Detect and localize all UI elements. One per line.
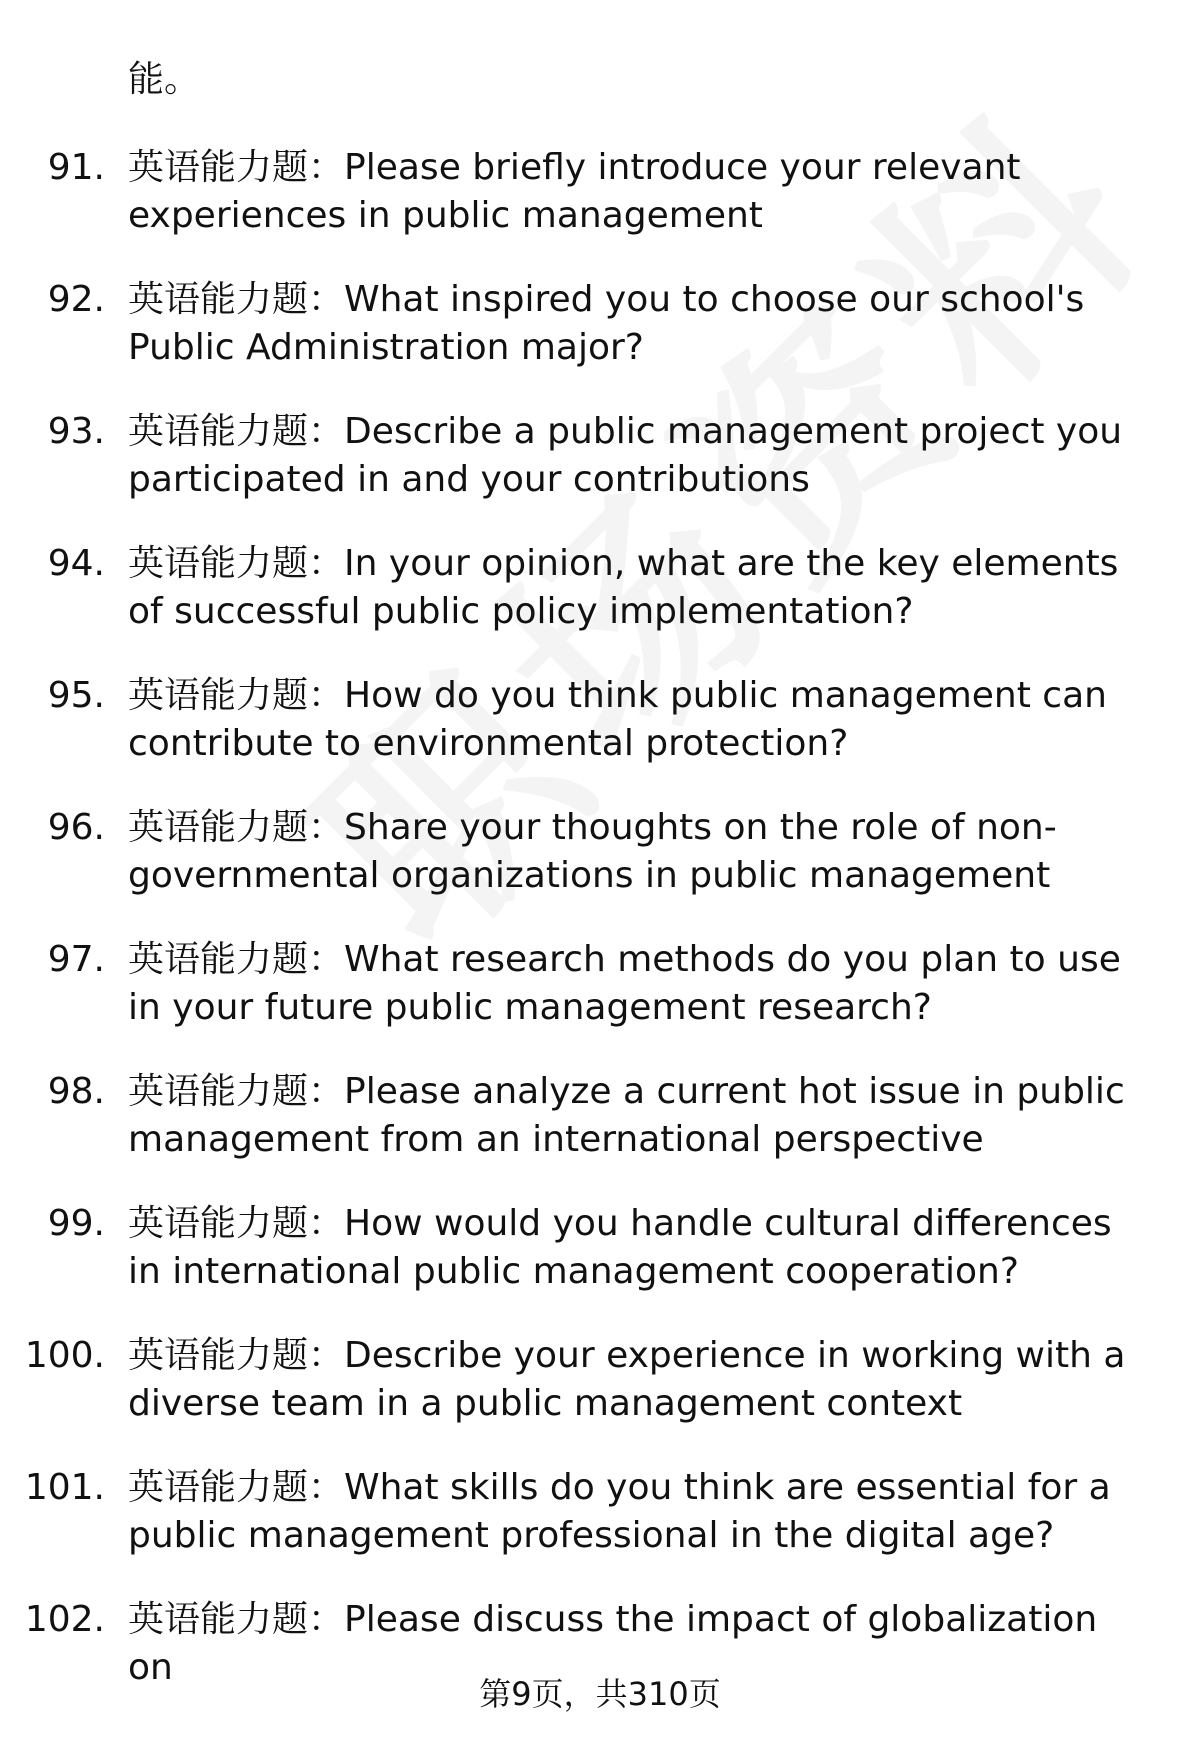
question-number: 93.: [47, 411, 105, 452]
question-text: What skills do you think are essential for a public management professional in the digital age?: [128, 1467, 1111, 1556]
question-prefix: 英语能力题：: [128, 411, 345, 452]
question-body: [128, 540, 1138, 636]
question-prefix: 英语能力题：: [128, 1599, 345, 1640]
question-body: [128, 672, 1138, 768]
question-text: Describe a public management project you participated in and your contributions: [128, 411, 1123, 500]
question-number: 92.: [47, 279, 105, 320]
question-list: [0, 144, 1200, 1728]
question-number: 94.: [47, 543, 105, 584]
question-item: [0, 276, 1200, 408]
question-item: [0, 1068, 1200, 1200]
question-prefix: 英语能力题：: [128, 147, 345, 188]
question-number: 91.: [47, 147, 105, 188]
question-body: [128, 1200, 1138, 1296]
continuation-text: 能。: [128, 59, 201, 100]
question-number: 98.: [47, 1071, 105, 1112]
question-item: [0, 1464, 1200, 1596]
question-body: [128, 804, 1138, 900]
question-text: Please analyze a current hot issue in public management from an international perspective: [128, 1071, 1125, 1160]
question-text: What research methods do you plan to use in your future public management research?: [128, 939, 1121, 1028]
question-item: [0, 540, 1200, 672]
question-number: 102.: [24, 1599, 105, 1640]
question-item: [0, 936, 1200, 1068]
question-prefix: 英语能力题：: [128, 939, 345, 980]
question-number: 100.: [24, 1335, 105, 1376]
question-prefix: 英语能力题：: [128, 1203, 345, 1244]
question-body: [128, 1464, 1138, 1560]
question-item: [0, 672, 1200, 804]
question-item: [0, 804, 1200, 936]
question-body: [128, 144, 1138, 240]
question-text: How would you handle cultural differences in international public management cooperation?: [128, 1203, 1112, 1292]
question-body: [128, 936, 1138, 1032]
question-body: [128, 408, 1138, 504]
question-body: [128, 1068, 1138, 1164]
question-text: Please discuss the impact of globalization on: [128, 1599, 1098, 1688]
page-footer: 第9页，共310页: [479, 1675, 721, 1713]
question-number: 96.: [47, 807, 105, 848]
question-item: [0, 1332, 1200, 1464]
question-prefix: 英语能力题：: [128, 675, 345, 716]
question-number: 95.: [47, 675, 105, 716]
question-item: [0, 1200, 1200, 1332]
question-item: [0, 144, 1200, 276]
question-text: What inspired you to choose our school's Public Administration major?: [128, 279, 1085, 368]
question-text: In your opinion, what are the key elements of successful public policy implementation?: [128, 543, 1119, 632]
question-prefix: 英语能力题：: [128, 1335, 345, 1376]
question-prefix: 英语能力题：: [128, 1467, 345, 1508]
question-body: [128, 1332, 1138, 1428]
question-number: 97.: [47, 939, 105, 980]
question-text: Describe your experience in working with a diverse team in a public management context: [128, 1335, 1126, 1424]
question-text: Please briefly introduce your relevant experiences in public management: [128, 147, 1021, 236]
question-text: How do you think public management can contribute to environmental protection?: [128, 675, 1107, 764]
question-prefix: 英语能力题：: [128, 807, 345, 848]
question-body: [128, 276, 1138, 372]
question-prefix: 英语能力题：: [128, 279, 345, 320]
question-item: [0, 408, 1200, 540]
question-prefix: 英语能力题：: [128, 543, 345, 584]
question-prefix: 英语能力题：: [128, 1071, 345, 1112]
question-number: 101.: [24, 1467, 105, 1508]
question-text: Share your thoughts on the role of non-governmental organizations in public management: [128, 807, 1057, 896]
question-number: 99.: [47, 1203, 105, 1244]
